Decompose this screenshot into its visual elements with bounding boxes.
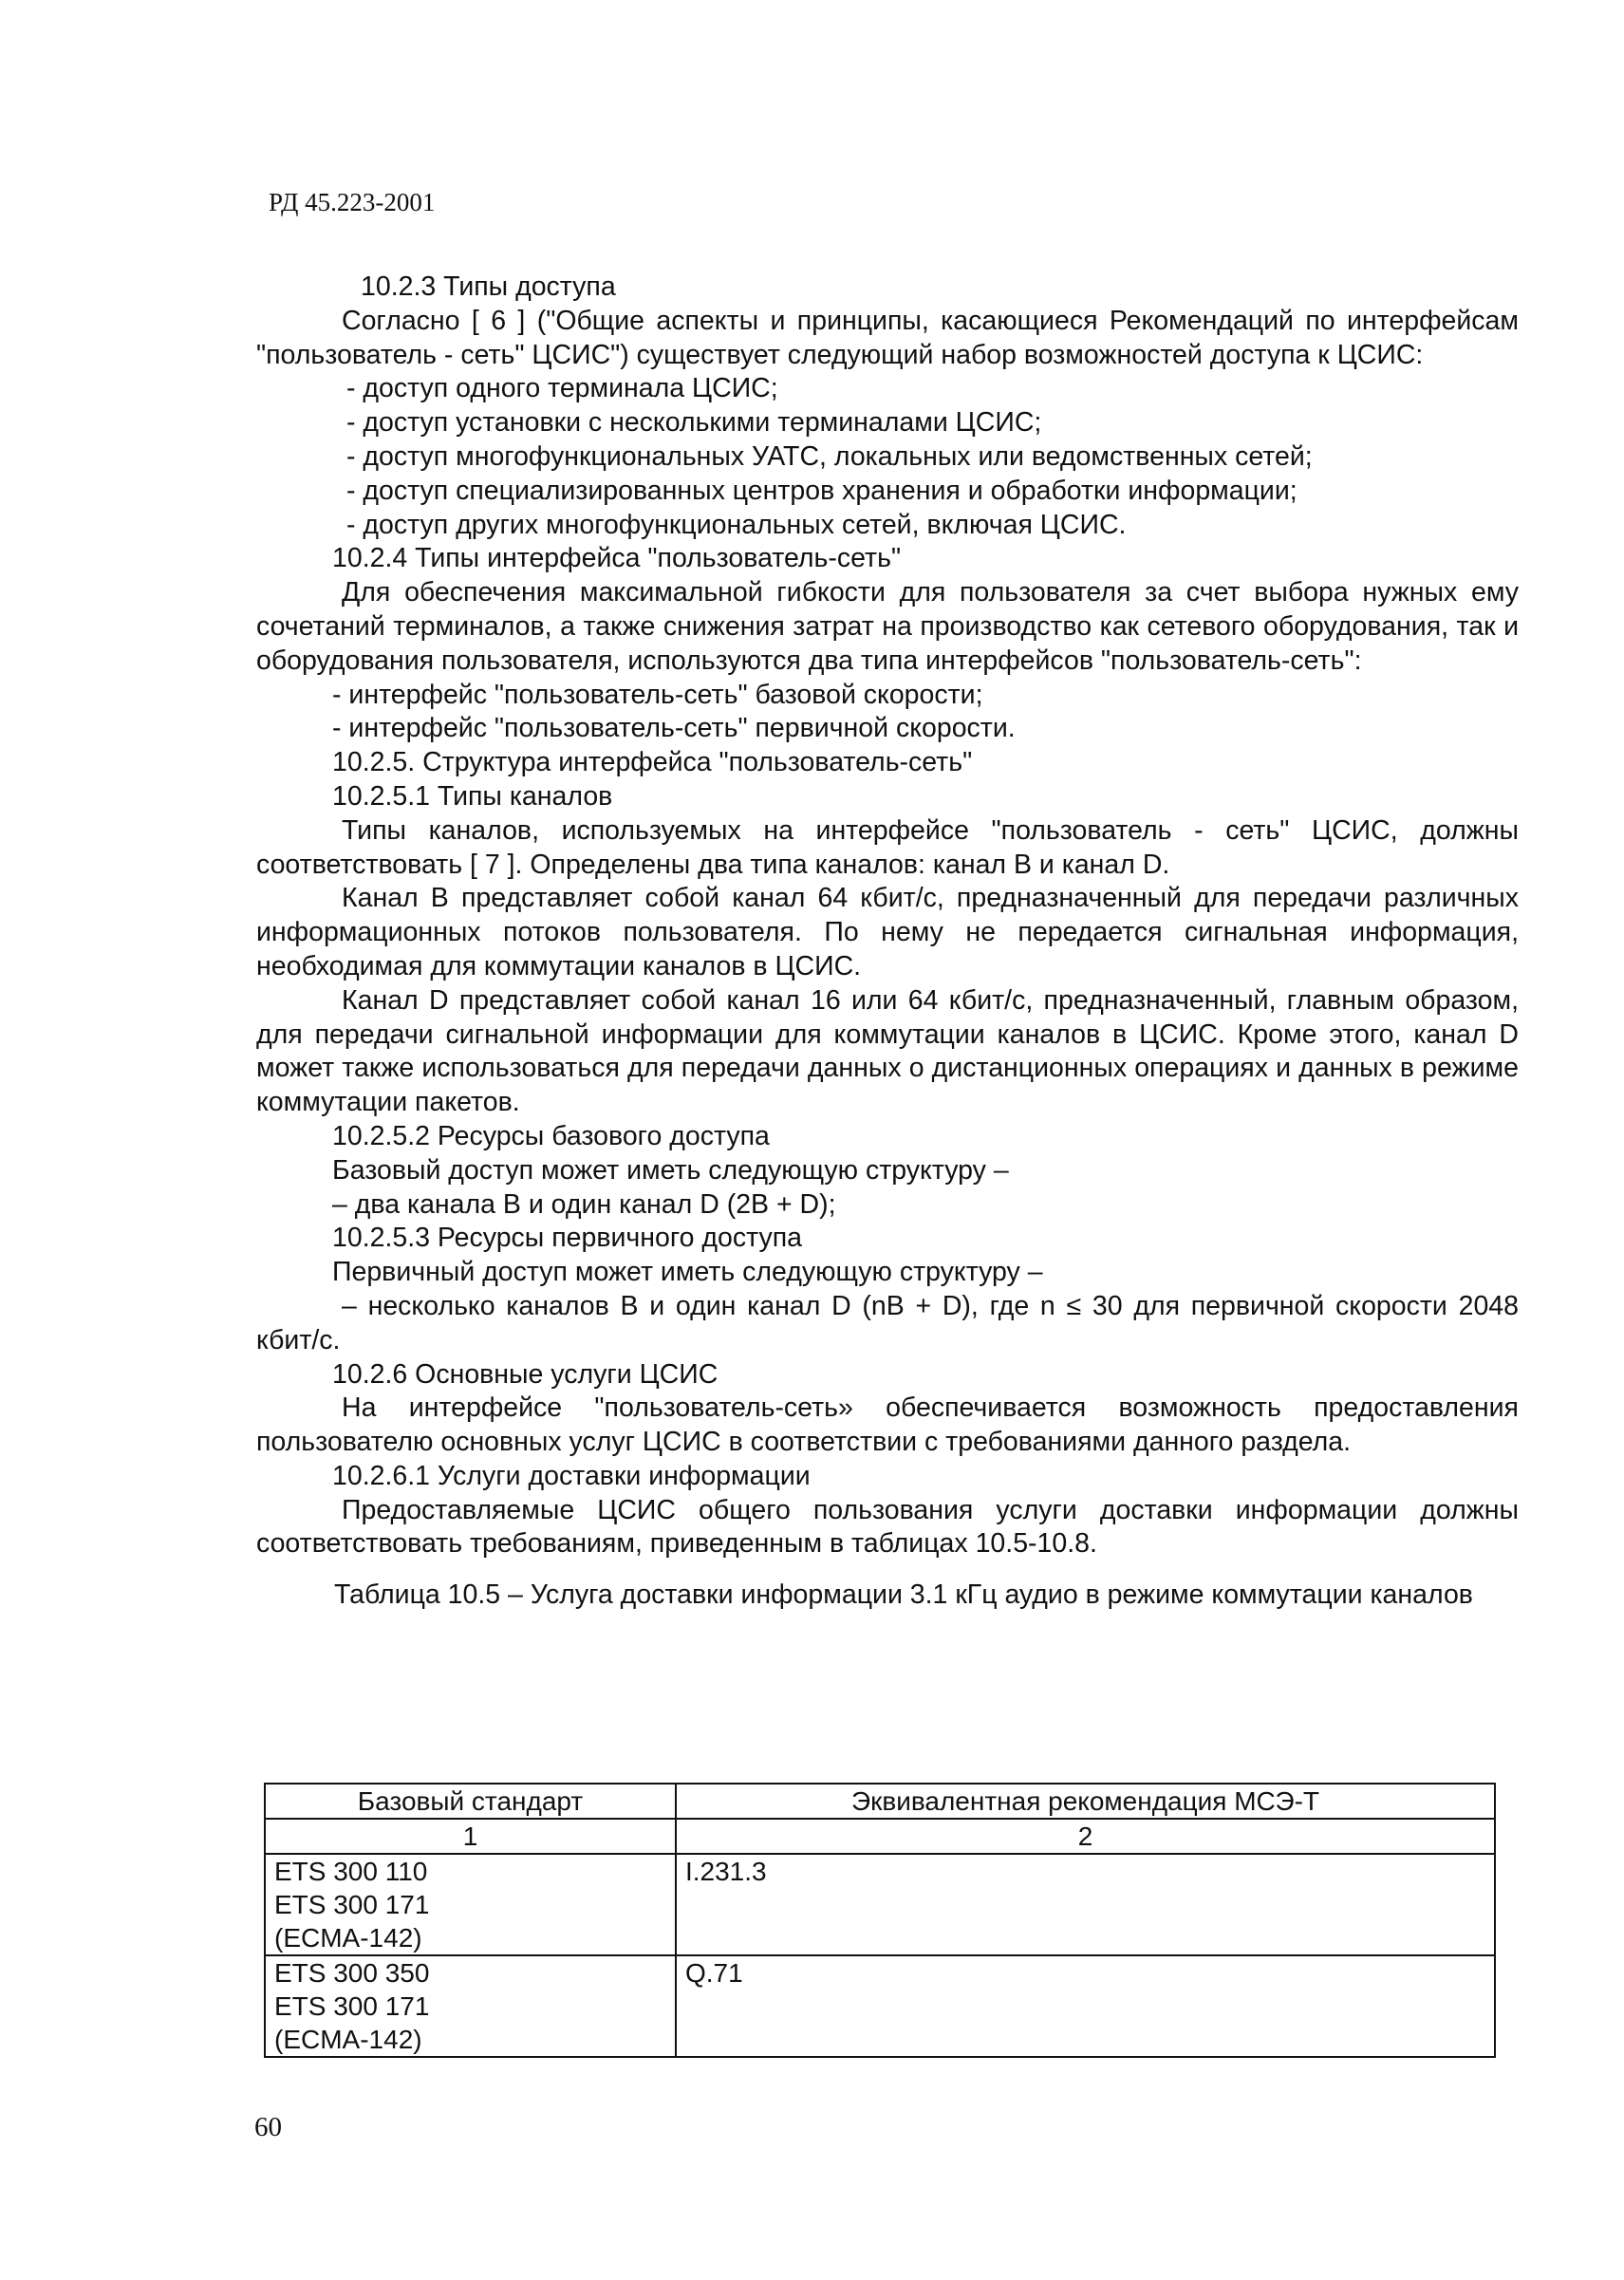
document-body — [256, 271, 1519, 1611]
standard-name: ETS 300 110 — [274, 1857, 428, 1886]
paragraph-channel-b: Канал В представляет собой канал 64 кбит/с, предназначенный для передачи различных информационных потоков пользователя. По нему не передается сигнальная информация, необходимая для коммутации каналов в ЦСИС. — [256, 883, 1519, 981]
cell-recommendation: I.231.3 — [676, 1854, 1495, 1955]
list-item-basic-access: – два канала В и один канал D (2B + D); — [332, 1188, 836, 1220]
section-heading-10-2-5-2: 10.2.5.2 Ресурсы базового доступа — [332, 1120, 770, 1151]
cell-standards — [265, 1854, 676, 1955]
paragraph-channel-d: Канал D представляет собой канал 16 или 64 кбит/с, предназначенный, главным образом, для передачи сигнальной информации для коммутации каналов в ЦСИС. Кроме этого, канал D может также использоваться для передачи данных о дистанционных операциях и данных в режиме коммутации пакетов. — [256, 984, 1519, 1118]
standard-name: (ECMA-142) — [274, 2025, 422, 2054]
table-caption: Таблица 10.5 – Услуга доставки информации 3.1 кГц аудио в режиме коммутации каналов — [334, 1579, 1473, 1611]
section-heading-10-2-3: 10.2.3 Типы доступа — [361, 271, 616, 302]
table-row — [265, 1854, 1495, 1955]
section-heading-10-2-6: 10.2.6 Основные услуги ЦСИС — [332, 1358, 719, 1390]
list-item-access: - доступ специализированных центров хранения и обработки информации; — [346, 475, 1297, 506]
paragraph-basic-services: На интерфейсе "пользователь-сеть» обеспечивается возможность предоставления пользователю основных услуг ЦСИС в соответствии с требованиями данного раздела. — [256, 1392, 1519, 1458]
paragraph-access-intro: Согласно [ 6 ] ("Общие аспекты и принципы, касающиеся Рекомендаций по интерфейсам "пользователь - сеть" ЦСИС") существует следующий набор возможностей доступа к ЦСИС: — [256, 305, 1519, 370]
standard-name: ETS 300 171 — [274, 1890, 430, 1919]
running-header: РД 45.223-2001 — [269, 188, 436, 216]
paragraph-basic-access: Базовый доступ может иметь следующую структуру – — [332, 1154, 1009, 1186]
section-heading-10-2-4: 10.2.4 Типы интерфейса "пользователь-сеть" — [332, 543, 902, 574]
paragraph-interface-types: Для обеспечения максимальной гибкости для пользователя за счет выбора нужных ему сочетаний терминалов, а также снижения затрат на производство как сетевого оборудования, так и оборудования пользователя, используются два типа интерфейсов "пользователь-сеть": — [256, 577, 1519, 676]
list-item-access: - доступ одного терминала ЦСИС; — [346, 373, 778, 404]
table-column-numbers-row — [265, 1819, 1495, 1854]
section-heading-10-2-6-1: 10.2.6.1 Услуги доставки информации — [332, 1460, 811, 1491]
section-heading-10-2-5-3: 10.2.5.3 Ресурсы первичного доступа — [332, 1223, 803, 1254]
list-item-interface: - интерфейс "пользователь-сеть" базовой скорости; — [332, 679, 983, 710]
section-heading-10-2-5: 10.2.5. Структура интерфейса "пользователь-сеть" — [332, 747, 973, 778]
list-item-access: - доступ других многофункциональных сетей, включая ЦСИС. — [346, 509, 1127, 540]
paragraph-channel-types: Типы каналов, используемых на интерфейсе "пользователь - сеть" ЦСИС, должны соответствовать [ 7 ]. Определены два типа каналов: канал В и канал D. — [256, 814, 1519, 880]
standard-name: ETS 300 171 — [274, 1991, 430, 2021]
table-row — [265, 1955, 1495, 2057]
cell-recommendation: Q.71 — [676, 1955, 1495, 2057]
column-number: 2 — [676, 1819, 1495, 1854]
list-item-access: - доступ многофункциональных УАТС, локальных или ведомственных сетей; — [346, 440, 1313, 472]
table-10-5 — [264, 1783, 1496, 2058]
standard-name: ETS 300 350 — [274, 1958, 430, 1988]
cell-standards — [265, 1955, 676, 2057]
section-heading-10-2-5-1: 10.2.5.1 Типы каналов — [332, 780, 613, 812]
page-number: 60 — [254, 2112, 282, 2142]
table-header-row — [265, 1784, 1495, 1819]
list-item-access: - доступ установки с несколькими терминалами ЦСИС; — [346, 407, 1042, 439]
standard-name: (ECMA-142) — [274, 1923, 422, 1953]
list-item-primary-access: – несколько каналов В и один канал D (nB + D), где n ≤ 30 для первичной скорости 2048 кбит/с. — [256, 1290, 1519, 1355]
column-header-itu-recommendation: Эквивалентная рекомендация МСЭ-Т — [676, 1784, 1495, 1819]
column-header-base-standard: Базовый стандарт — [265, 1784, 676, 1819]
paragraph-primary-access: Первичный доступ может иметь следующую структуру – — [332, 1257, 1043, 1288]
paragraph-delivery-services: Предоставляемые ЦСИС общего пользования услуги доставки информации должны соответствовать требованиям, приведенным в таблицах 10.5-10.8. — [256, 1494, 1519, 1560]
column-number: 1 — [265, 1819, 676, 1854]
list-item-interface: - интерфейс "пользователь-сеть" первичной скорости. — [332, 713, 1016, 744]
